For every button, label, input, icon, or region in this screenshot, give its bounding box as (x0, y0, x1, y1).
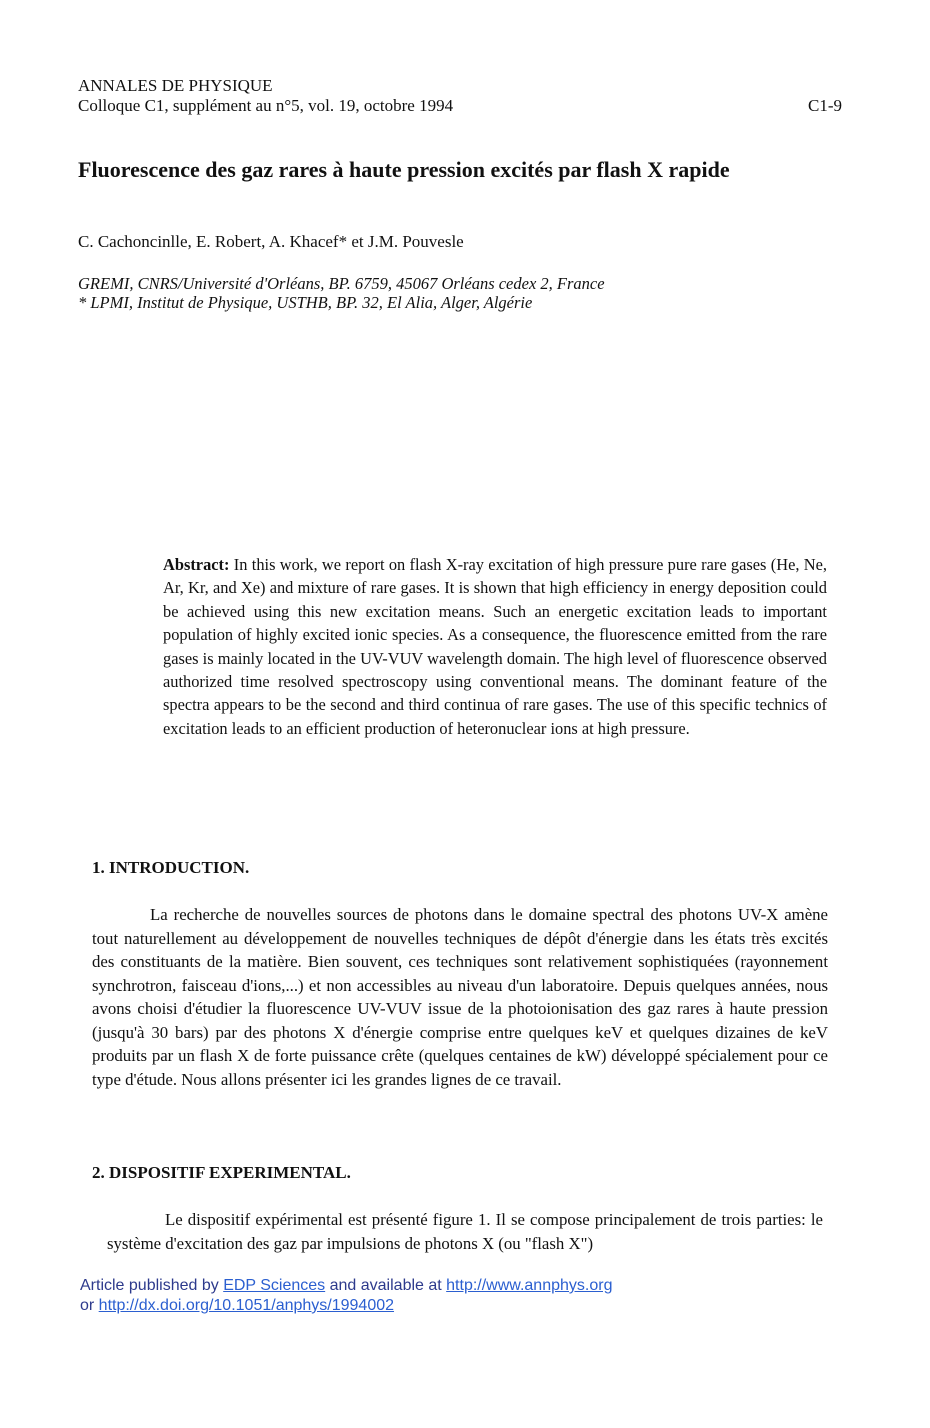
section-heading-introduction: 1. INTRODUCTION. (92, 858, 250, 877)
publisher-link[interactable]: EDP Sciences (223, 1277, 326, 1294)
abstract (163, 553, 827, 740)
affiliation-1: GREMI, CNRS/Université d'Orléans, BP. 6759, 45067 Orléans cedex 2, France (78, 274, 605, 293)
doi-link[interactable]: http://dx.doi.org/10.1051/anphys/1994002 (98, 1297, 395, 1314)
journal-name: ANNALES DE PHYSIQUE (78, 76, 273, 95)
footer-prefix: Article published by (80, 1277, 224, 1294)
publication-footer (80, 1276, 612, 1316)
site-link[interactable]: http://www.annphys.org (446, 1277, 613, 1294)
page-number: C1-9 (808, 96, 842, 115)
section-text-introduction: La recherche de nouvelles sources de photons dans le domaine spectral des photons UV-X amène tout naturellement au développement de nouvelles techniques de dépôt d'énergie dans les états très excités des constituants de la matière. Bien souvent, ces techniques sont relativement sophistiquées (rayonnement synchrotron, faisceau d'ions,...) et non accessibles au niveau d'un laboratoire. Depuis quelques années, nous avons choisi d'étudier la fluorescence UV-VUV issue de la photoionisation des gaz rares à haute pression (jusqu'à 30 bars) par des photons X d'énergie comprise entre quelques keV et quelques dizaines de keV produits par un flash X de forte puissance crête (quelques centaines de kW) développé spécialement pour ce type d'étude. Nous allons présenter ici les grandes lignes de ce travail. (92, 905, 828, 1089)
abstract-text: In this work, we report on flash X-ray excitation of high pressure pure rare gases (He, Ne, Ar, Kr, and Xe) and mixture of rare gases. It is shown that high efficiency in energy deposition could be achieved using this new excitation means. Such an energetic excitation leads to important population of highly excited ionic species. As a consequence, the fluorescence emitted from the rare gases is mainly located in the UV-VUV wavelength domain. The high level of fluorescence observed authorized time resolved spectroscopy using conventional means. The dominant feature of the spectra appears to be the second and third continua of rare gases. The use of this specific technics of excitation leads to an efficient production of heteronuclear ions at high pressure. (163, 555, 827, 738)
section-heading-dispositif: 2. DISPOSITIF EXPERIMENTAL. (92, 1163, 351, 1182)
journal-header (78, 76, 453, 116)
abstract-label: Abstract: (163, 555, 230, 574)
affiliation-2: * LPMI, Institut de Physique, USTHB, BP. 32, El Alia, Alger, Algérie (78, 293, 533, 312)
authors: C. Cachoncinlle, E. Robert, A. Khacef* et J.M. Pouvesle (78, 232, 464, 251)
affiliations (78, 274, 838, 312)
footer-or: or (80, 1297, 99, 1314)
paper-title: Fluorescence des gaz rares à haute pression excités par flash X rapide (78, 157, 730, 182)
footer-middle: and available at (325, 1277, 447, 1294)
section-text-dispositif: Le dispositif expérimental est présenté figure 1. Il se compose principalement de trois parties: le système d'excitation des gaz par impulsions de photons X (ou "flash X") (107, 1210, 823, 1253)
footer-line-2 (80, 1296, 612, 1316)
colloque-info: Colloque C1, supplément au n°5, vol. 19, octobre 1994 (78, 96, 454, 115)
footer-line-1 (80, 1276, 612, 1296)
